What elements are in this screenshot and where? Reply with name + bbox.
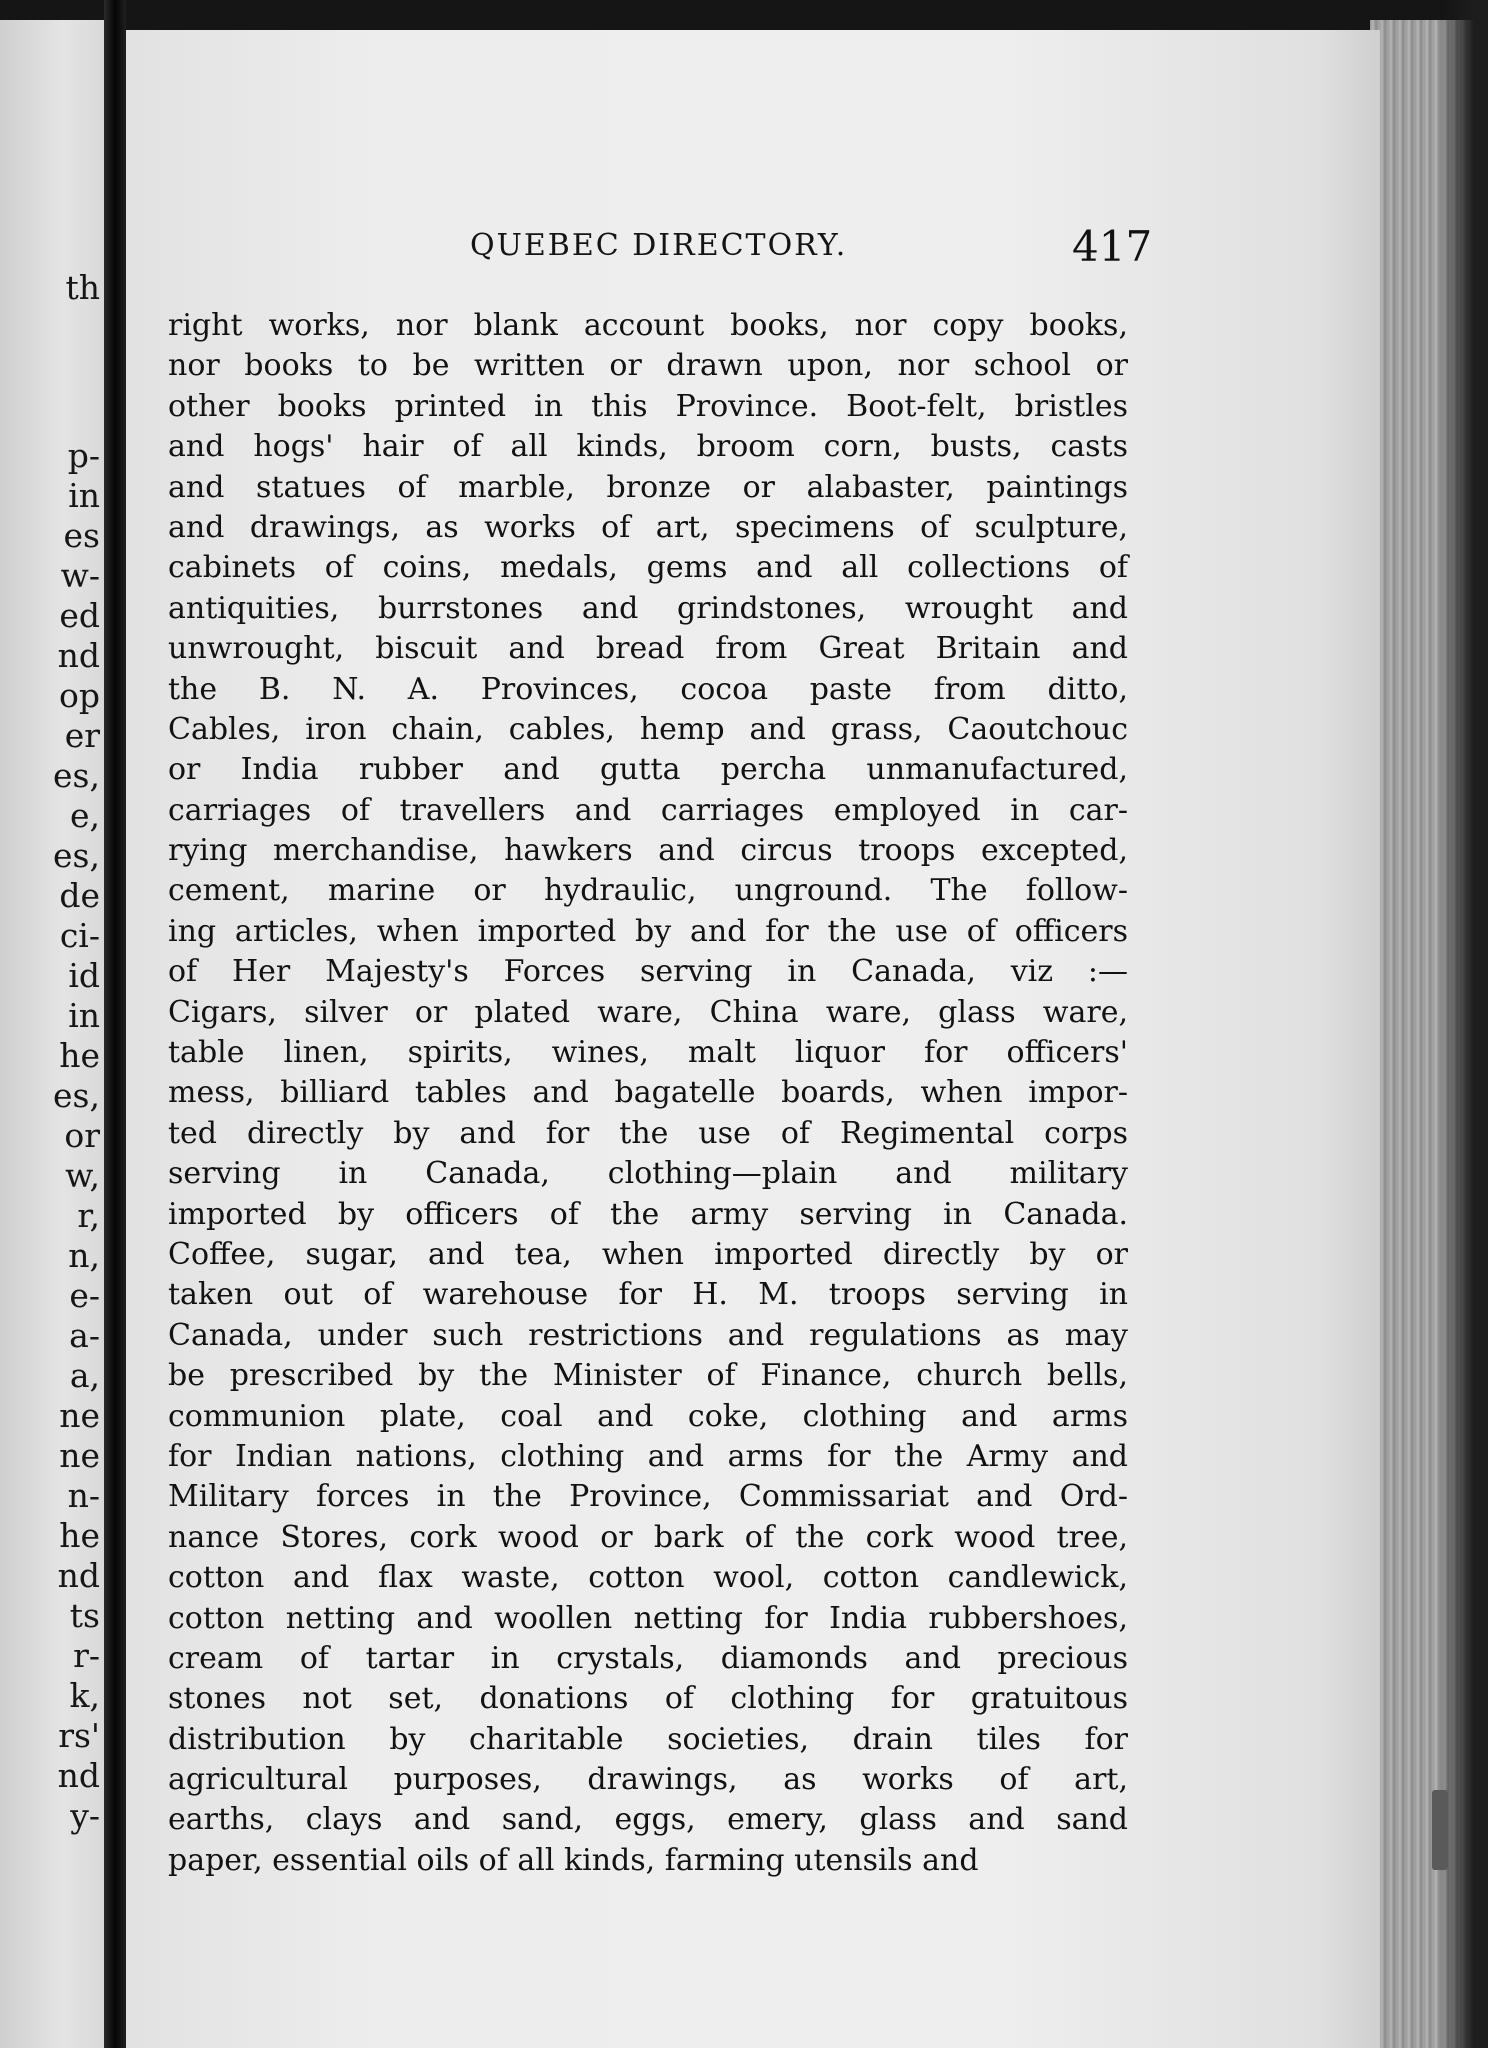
text-line: ted directly by and for the use of Regimental corps [168,1115,1128,1151]
facing-page-line-end: r, [77,1196,100,1235]
facing-page-line-end: es, [53,1076,100,1115]
text-line: or India rubber and gutta percha unmanufactured, [168,752,1128,788]
page-number: 417 [1072,222,1153,271]
text-line: carriages of travellers and carriages employed in car- [168,792,1128,828]
book-page [126,30,1380,2048]
text-line: Canada, under such restrictions and regulations as may [168,1317,1128,1353]
text-line: cream of tartar in crystals, diamonds and precious [168,1640,1128,1676]
edge-shadow [1440,0,1488,2048]
text-line: of Her Majesty's Forces serving in Canada, viz :— [168,954,1128,990]
facing-page-line-end: a- [69,1316,100,1355]
facing-page-line-end: ci- [59,916,100,955]
facing-page-line-end: a, [69,1356,100,1395]
text-line: communion plate, coal and coke, clothing and arms [168,1398,1128,1434]
text-line: Military forces in the Province, Commissariat and Ord- [168,1479,1128,1515]
facing-page-line-end: n- [67,1476,100,1515]
text-line: nor books to be written or drawn upon, nor school or [168,348,1128,384]
text-line: nance Stores, cork wood or bark of the cork wood tree, [168,1519,1128,1555]
facing-page-line-end: w, [65,1156,100,1195]
facing-page-line-end: de [59,876,100,915]
text-line: be prescribed by the Minister of Finance, church bells, [168,1358,1128,1394]
facing-page-line-end: k, [69,1676,100,1715]
text-line: ing articles, when imported by and for the use of officers [168,913,1128,949]
facing-page-line-end: w- [60,556,100,595]
text-line: Cigars, silver or plated ware, China ware, glass ware, [168,994,1128,1030]
text-line: rying merchandise, hawkers and circus troops excepted, [168,833,1128,869]
facing-page-line-end: op [59,676,100,715]
facing-page-line-end: he [59,1036,100,1075]
text-line: cotton and flax waste, cotton wool, cotton candlewick, [168,1560,1128,1596]
facing-page-line-end: ed [59,596,100,635]
text-line: and statues of marble, bronze or alabaster, paintings [168,469,1128,505]
text-line: table linen, spirits, wines, malt liquor for officers' [168,1035,1128,1071]
facing-page-line-end: es, [53,756,100,795]
text-line: cotton netting and woollen netting for India rubbershoes, [168,1600,1128,1636]
running-head [126,222,1380,282]
facing-page-line-end: p- [67,436,100,475]
text-line: taken out of warehouse for H. M. troops serving in [168,1277,1128,1313]
text-line: stones not set, donations of clothing for gratuitous [168,1681,1128,1717]
facing-page-line-end: ts [69,1596,100,1635]
facing-page-line-end: es [63,516,100,555]
text-line: antiquities, burrstones and grindstones, wrought and [168,590,1128,626]
text-line: cement, marine or hydraulic, unground. The follow- [168,873,1128,909]
facing-page-line-end: in [68,996,100,1035]
facing-page-line-end: nd [57,1556,100,1595]
text-line: earths, clays and sand, eggs, emery, glass and sand [168,1802,1128,1838]
text-line: cabinets of coins, medals, gems and all collections of [168,550,1128,586]
facing-page-line-end: r- [73,1636,100,1675]
text-line: paper, essential oils of all kinds, farming utensils and [168,1842,979,1878]
book-gutter [104,0,126,2048]
facing-page-line-end: e, [69,796,100,835]
text-line: and drawings, as works of art, specimens of sculpture, [168,509,1128,545]
facing-page-line-end: nd [57,636,100,675]
facing-page-line-end: ne [59,1436,100,1475]
running-head-title: QUEBEC DIRECTORY. [470,228,848,263]
facing-page-line-end: he [59,1516,100,1555]
text-line: Cables, iron chain, cables, hemp and grass, Caoutchouc [168,711,1128,747]
text-line: and hogs' hair of all kinds, broom corn, busts, casts [168,429,1128,465]
text-line: imported by officers of the army serving in Canada. [168,1196,1128,1232]
facing-page-fragment [0,20,104,2048]
page-edge-tab [1432,1790,1448,1870]
text-line: serving in Canada, clothing—plain and military [168,1156,1128,1192]
facing-page-line-end: n, [68,1236,100,1275]
text-line: right works, nor blank account books, nor copy books, [168,308,1128,343]
facing-page-line-end: e- [69,1276,100,1315]
facing-page-line-end: th [65,268,100,307]
text-line: unwrought, biscuit and bread from Great Britain and [168,631,1128,667]
text-line: Coffee, sugar, and tea, when imported directly by or [168,1236,1128,1272]
facing-page-line-end: or [64,1116,100,1155]
facing-page-line-end: rs' [58,1716,100,1755]
text-line: other books printed in this Province. Boot-felt, bristles [168,388,1128,424]
facing-page-line-end: ne [59,1396,100,1435]
facing-page-line-end: nd [57,1756,100,1795]
facing-page-line-end: es, [53,836,100,875]
facing-page-line-end: y- [70,1796,100,1835]
text-line: distribution by charitable societies, drain tiles for [168,1721,1128,1757]
text-line: the B. N. A. Provinces, cocoa paste from ditto, [168,671,1128,707]
text-line: mess, billiard tables and bagatelle boards, when impor- [168,1075,1128,1111]
text-line: for Indian nations, clothing and arms for the Army and [168,1438,1128,1474]
text-line: agricultural purposes, drawings, as works of art, [168,1762,1128,1798]
facing-page-line-end: id [68,956,100,995]
body-text [168,306,1128,1881]
facing-page-line-end: er [64,716,100,755]
facing-page-line-end: in [68,476,100,515]
